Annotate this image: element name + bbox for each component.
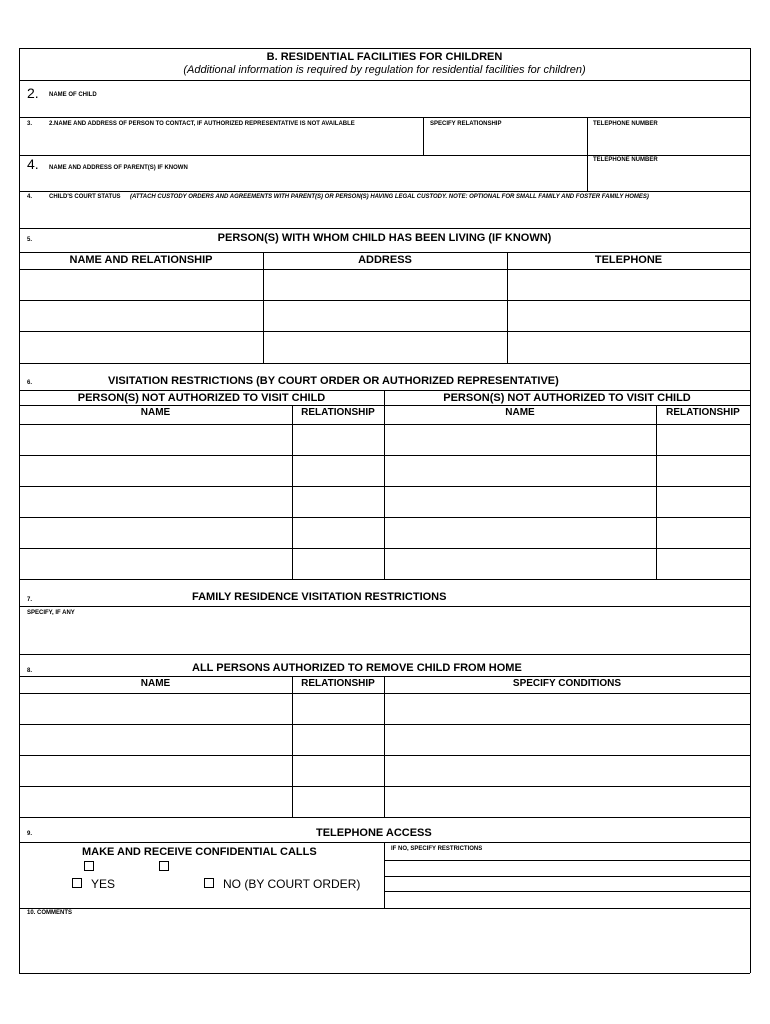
sec8-relationship-col: RELATIONSHIP bbox=[301, 678, 375, 689]
section-5-number: 5. bbox=[27, 237, 33, 243]
section-9-title: TELEPHONE ACCESS bbox=[316, 827, 432, 839]
comments-field[interactable] bbox=[20, 918, 749, 972]
sec5-row-2-address[interactable] bbox=[264, 301, 506, 330]
restrictions-field[interactable] bbox=[385, 861, 749, 907]
name-of-child-label: NAME OF CHILD bbox=[49, 92, 97, 98]
form-subtitle: (Additional information is required by regulation for residential facilities for children) bbox=[183, 64, 586, 76]
section-7-number: 7. bbox=[27, 597, 33, 603]
sec6-right-header: PERSON(S) NOT AUTHORIZED TO VISIT CHILD bbox=[443, 392, 691, 404]
sec5-row-1-telephone[interactable] bbox=[508, 270, 749, 299]
contact-person-label: 2.NAME AND ADDRESS OF PERSON TO CONTACT, IF AUTHORIZED REPRESENTATIVE IS NOT AVAILABLE bbox=[49, 121, 355, 127]
court-status-note: (ATTACH CUSTODY ORDERS AND AGREEMENTS WITH PARENT(S) OR PERSON(S) HAVING LEGAL CUSTODY. NOTE: OPTIONAL FOR SMALL FAMILY AND FOSTER FAMILY HOMES) bbox=[130, 194, 649, 200]
relationship-label: SPECIFY RELATIONSHIP bbox=[430, 121, 502, 127]
sec8-conditions-cells[interactable] bbox=[385, 694, 749, 816]
col-telephone: TELEPHONE bbox=[594, 254, 663, 266]
form-title: B. RESIDENTIAL FACILITIES FOR CHILDREN bbox=[266, 51, 503, 63]
sec8-name-cells[interactable] bbox=[20, 694, 291, 816]
checkbox-2[interactable] bbox=[159, 861, 169, 871]
sec5-row-3-name[interactable] bbox=[20, 332, 262, 362]
contact-person-field[interactable] bbox=[20, 118, 422, 154]
section-8-title: ALL PERSONS AUTHORIZED TO REMOVE CHILD FROM HOME bbox=[192, 662, 522, 674]
no-label: NO (BY COURT ORDER) bbox=[223, 877, 361, 891]
yes-label: YES bbox=[91, 877, 116, 891]
sec8-relationship-cells[interactable] bbox=[293, 694, 383, 816]
comments-label: 10. COMMENTS bbox=[27, 910, 73, 916]
sec6-right-relationship-cells[interactable] bbox=[657, 425, 749, 578]
section-4-number: 4. bbox=[27, 156, 39, 172]
sec8-conditions-col: SPECIFY CONDITIONS bbox=[512, 678, 622, 689]
sec5-row-3-telephone[interactable] bbox=[508, 332, 749, 362]
no-checkbox[interactable] bbox=[204, 878, 214, 888]
col-address: ADDRESS bbox=[358, 254, 412, 266]
sec6-right-name-col: NAME bbox=[505, 407, 535, 418]
checkbox-1[interactable] bbox=[84, 861, 94, 871]
contact-telephone-field[interactable] bbox=[588, 118, 749, 154]
section-9-number: 9. bbox=[27, 831, 33, 837]
confidential-calls-label: MAKE AND RECEIVE CONFIDENTIAL CALLS bbox=[82, 846, 317, 858]
section-6-title: VISITATION RESTRICTIONS (BY COURT ORDER OR AUTHORIZED REPRESENTATIVE) bbox=[108, 375, 559, 387]
contact-telephone-label: TELEPHONE NUMBER bbox=[593, 121, 658, 127]
sec5-row-2-telephone[interactable] bbox=[508, 301, 749, 330]
court-status-field[interactable] bbox=[20, 192, 749, 227]
section-5-title: PERSON(S) WITH WHOM CHILD HAS BEEN LIVING (IF KNOWN) bbox=[217, 232, 552, 244]
sec5-row-1-name[interactable] bbox=[20, 270, 262, 299]
sec5-row-3-address[interactable] bbox=[264, 332, 506, 362]
sec5-row-2-name[interactable] bbox=[20, 301, 262, 330]
parents-field[interactable] bbox=[20, 156, 586, 190]
yes-checkbox[interactable] bbox=[72, 878, 82, 888]
section-7-title: FAMILY RESIDENCE VISITATION RESTRICTIONS bbox=[192, 591, 447, 603]
parents-label: NAME AND ADDRESS OF PARENT(S) IF KNOWN bbox=[49, 165, 188, 171]
court-status-label: CHILD'S COURT STATUS bbox=[49, 194, 121, 200]
sec5-row-1-address[interactable] bbox=[264, 270, 506, 299]
parents-telephone-field[interactable] bbox=[588, 156, 749, 190]
sec6-right-relationship-col: RELATIONSHIP bbox=[666, 407, 740, 418]
sec6-right-name-cells[interactable] bbox=[385, 425, 655, 578]
section-3-number: 3. bbox=[27, 121, 33, 127]
sec6-left-header: PERSON(S) NOT AUTHORIZED TO VISIT CHILD bbox=[77, 392, 326, 404]
restrictions-label: IF NO, SPECIFY RESTRICTIONS bbox=[391, 846, 483, 852]
section-8-number: 8. bbox=[27, 668, 33, 674]
parents-telephone-label: TELEPHONE NUMBER bbox=[593, 157, 658, 163]
specify-if-any-label: SPECIFY, IF ANY bbox=[27, 610, 75, 616]
contact-relationship-field[interactable] bbox=[424, 118, 586, 154]
section-6-number: 6. bbox=[27, 380, 33, 386]
sec6-left-name-col: NAME bbox=[140, 407, 171, 418]
sec6-left-relationship-col: RELATIONSHIP bbox=[301, 407, 375, 418]
section-2-number: 2. bbox=[27, 85, 39, 101]
name-of-child-field[interactable] bbox=[20, 81, 749, 117]
col-name-and-relationship: NAME AND RELATIONSHIP bbox=[69, 254, 213, 266]
sec6-left-relationship-cells[interactable] bbox=[293, 425, 383, 578]
sec6-left-name-cells[interactable] bbox=[20, 425, 291, 578]
family-residence-restrictions-field[interactable] bbox=[20, 618, 749, 653]
court-status-number: 4. bbox=[27, 194, 33, 200]
sec8-name-col: NAME bbox=[140, 678, 171, 689]
